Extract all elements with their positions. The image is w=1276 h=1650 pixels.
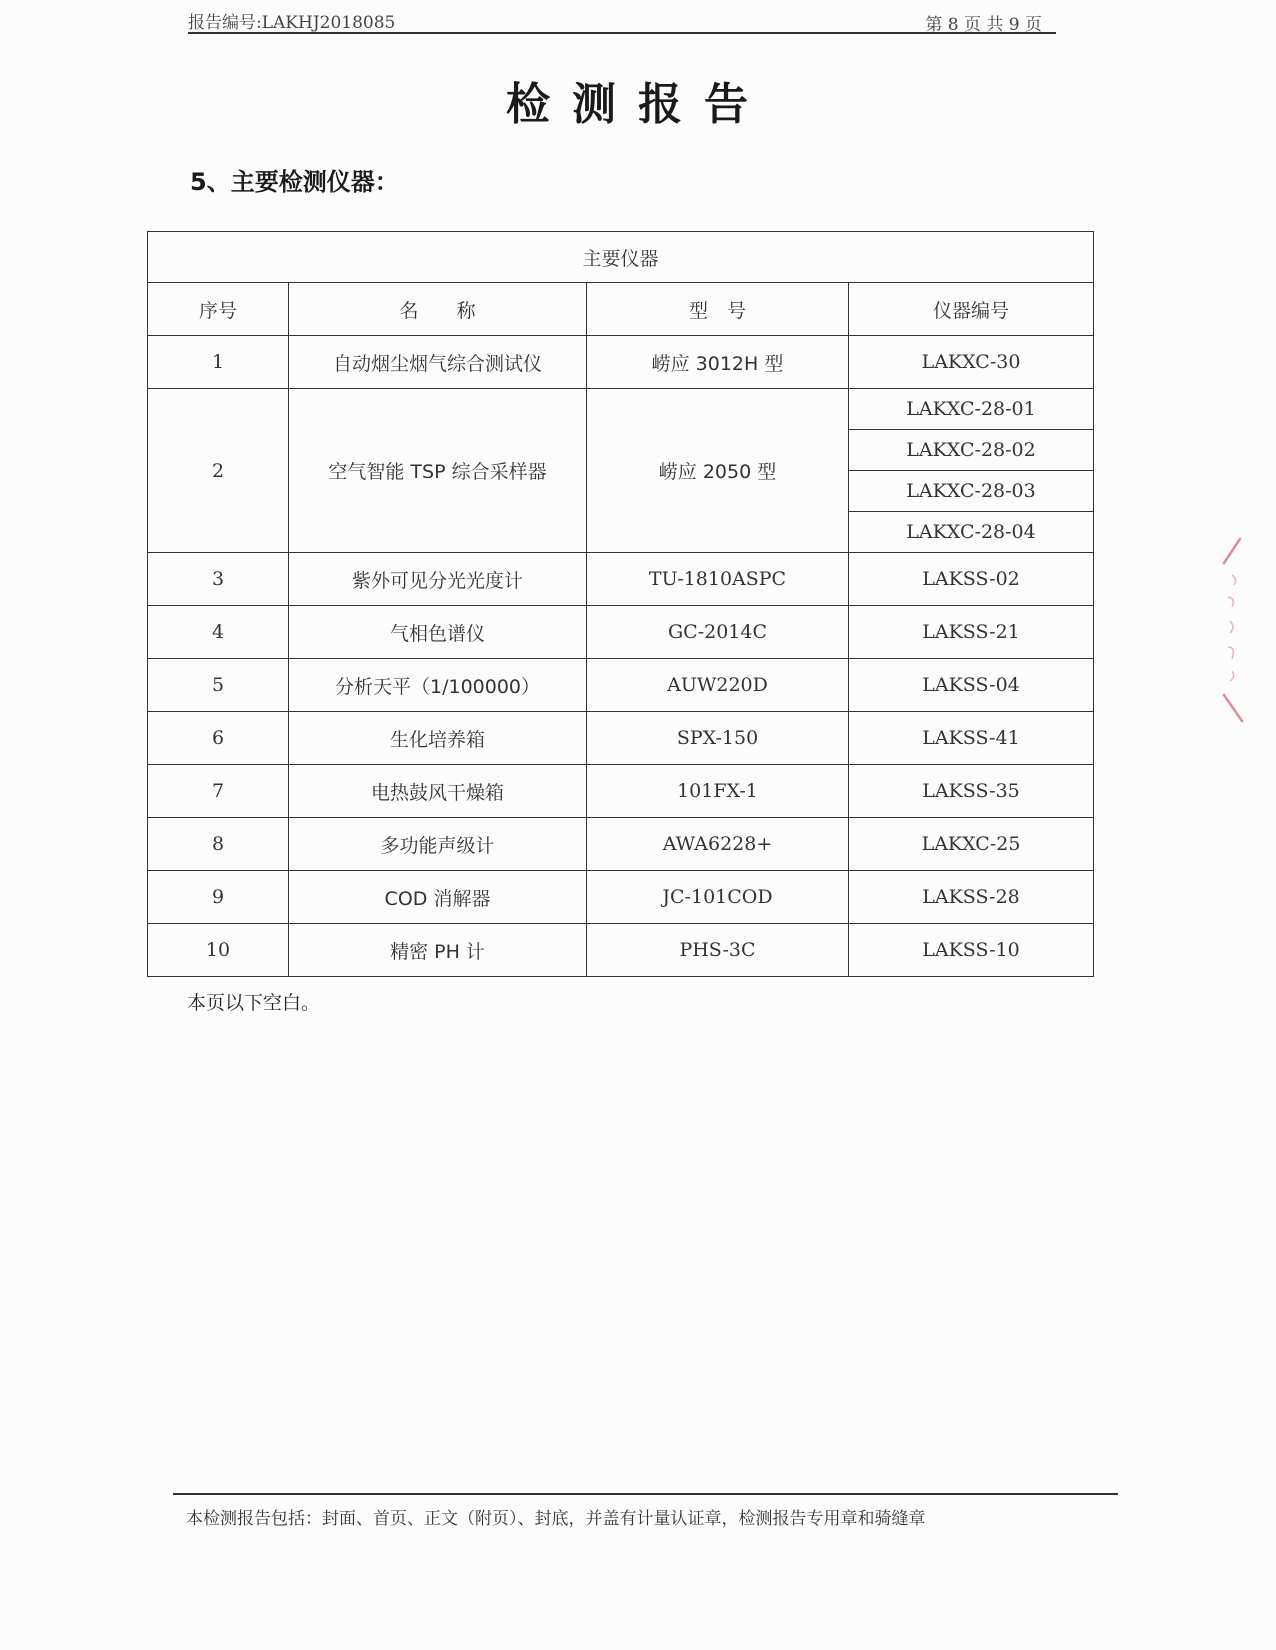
row-no: 6	[148, 712, 289, 765]
row-id: LAKXC-28-04	[849, 512, 1094, 553]
row-name: 空气智能 TSP 综合采样器	[289, 389, 587, 553]
table-row	[148, 553, 1094, 606]
row-model: GC-2014C	[587, 606, 849, 659]
document-title: 检测报告	[506, 79, 770, 130]
row-name: 分析天平（1/100000）	[289, 659, 587, 712]
page-header	[188, 6, 1056, 34]
row-no: 10	[148, 924, 289, 977]
row-name: 生化培养箱	[289, 712, 587, 765]
instrument-table	[147, 231, 1094, 977]
table-row	[148, 336, 1094, 389]
row-name: 自动烟尘烟气综合测试仪	[289, 336, 587, 389]
row-id: LAKSS-10	[849, 924, 1094, 977]
table-row	[148, 712, 1094, 765]
row-name: 精密 PH 计	[289, 924, 587, 977]
row-name: 多功能声级计	[289, 818, 587, 871]
row-no: 9	[148, 871, 289, 924]
row-model: 101FX-1	[587, 765, 849, 818]
row-no: 1	[148, 336, 289, 389]
column-header-model: 型 号	[587, 283, 849, 336]
row-name: COD 消解器	[289, 871, 587, 924]
row-name: 紫外可见分光光度计	[289, 553, 587, 606]
table-row	[148, 818, 1094, 871]
blank-page-note: 本页以下空白。	[187, 992, 321, 1014]
row-model: SPX-150	[587, 712, 849, 765]
table-row	[148, 389, 1094, 430]
row-model: AUW220D	[587, 659, 849, 712]
row-id: LAKSS-04	[849, 659, 1094, 712]
row-id: LAKSS-02	[849, 553, 1094, 606]
row-no: 2	[148, 389, 289, 553]
column-header-no: 序号	[148, 283, 289, 336]
row-model: 崂应 2050 型	[587, 389, 849, 553]
row-id: LAKSS-21	[849, 606, 1094, 659]
row-no: 7	[148, 765, 289, 818]
row-no: 8	[148, 818, 289, 871]
row-id: LAKXC-28-01	[849, 389, 1094, 430]
table-row	[148, 606, 1094, 659]
row-model: JC-101COD	[587, 871, 849, 924]
row-id: LAKXC-28-02	[849, 430, 1094, 471]
table-header-row	[148, 283, 1094, 336]
row-id: LAKSS-28	[849, 871, 1094, 924]
row-model: AWA6228+	[587, 818, 849, 871]
row-model: TU-1810ASPC	[587, 553, 849, 606]
row-no: 4	[148, 606, 289, 659]
row-model: PHS-3C	[587, 924, 849, 977]
section-heading: 5、主要检测仪器：	[190, 168, 399, 196]
row-no: 5	[148, 659, 289, 712]
table-row	[148, 765, 1094, 818]
row-id: LAKXC-25	[849, 818, 1094, 871]
footer-text: 本检测报告包括：封面、首页、正文（附页）、封底，并盖有计量认证章，检测报告专用章和骑缝章	[186, 1509, 926, 1529]
row-id: LAKXC-28-03	[849, 471, 1094, 512]
column-header-name: 名 称	[289, 283, 587, 336]
table-caption: 主要仪器	[148, 232, 1094, 283]
row-id: LAKSS-41	[849, 712, 1094, 765]
row-name: 电热鼓风干燥箱	[289, 765, 587, 818]
footer-rule	[173, 1493, 1118, 1495]
row-no: 3	[148, 553, 289, 606]
table-row	[148, 871, 1094, 924]
report-number: 报告编号:LAKHJ2018085	[188, 13, 396, 33]
table-row	[148, 659, 1094, 712]
seam-stamp-icon	[1218, 535, 1248, 725]
page-info: 第 8 页 共 9 页	[925, 15, 1042, 35]
row-id: LAKXC-30	[849, 336, 1094, 389]
row-id: LAKSS-35	[849, 765, 1094, 818]
column-header-id: 仪器编号	[849, 283, 1094, 336]
row-name: 气相色谱仪	[289, 606, 587, 659]
row-model: 崂应 3012H 型	[587, 336, 849, 389]
table-row	[148, 924, 1094, 977]
